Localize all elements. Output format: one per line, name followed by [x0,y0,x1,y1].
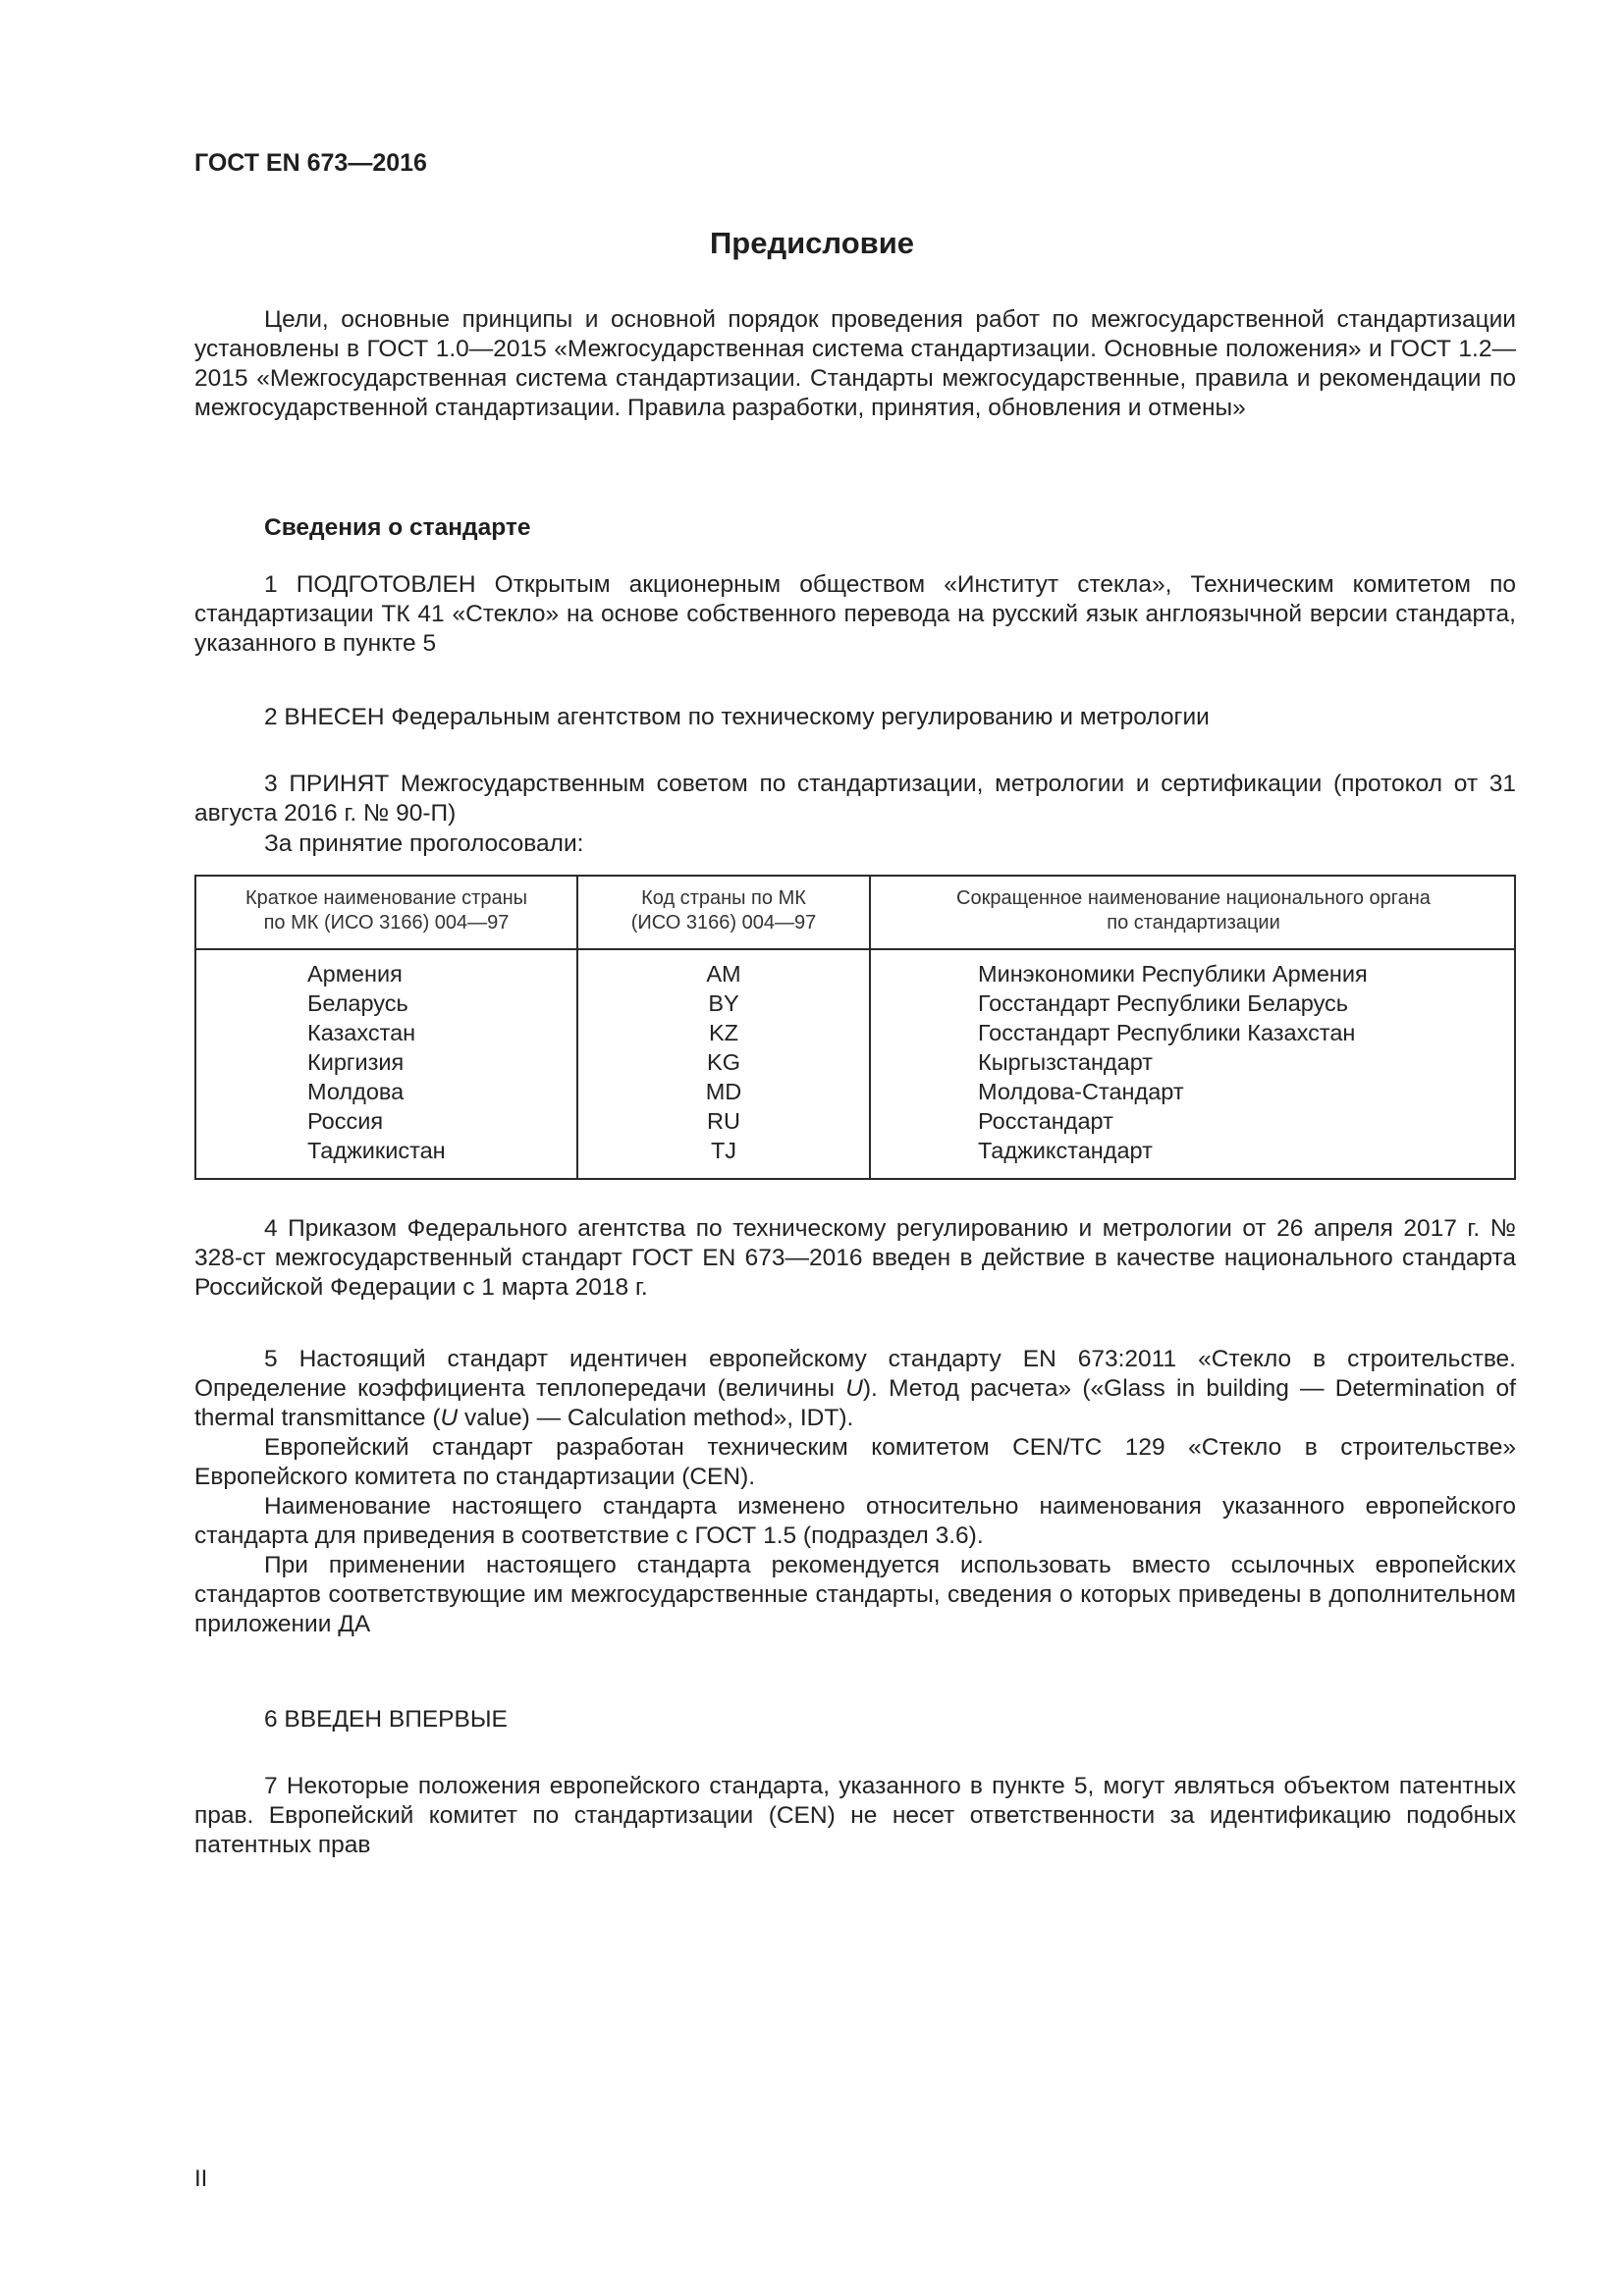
table-cell: RU [707,1108,740,1134]
table-header-rule [196,948,1514,950]
table-cell: Россия [307,1108,384,1134]
table-cell: Госстандарт Республики Казахстан [978,1020,1356,1045]
table-column-code [578,959,869,1165]
section-heading: Сведения о стандарте [264,514,531,541]
table-cell: BY [708,990,739,1016]
item-5-paragraph: Европейский стандарт разработан техническим комитетом CEN/TC 129 «Стекло в строительстве» Европейского комитета по стандартизации (CEN). [194,1434,1516,1490]
item-7 [194,1772,1516,1860]
page-title: Предисловие [709,226,914,260]
item-4 [194,1214,1516,1303]
item-1 [194,570,1516,659]
item-6-text: 6 ВВЕДЕН ВПЕРВЫЕ [264,1706,508,1733]
table-header-country: Краткое наименование страны по МК (ИСО 3166) 004—97 [244,887,528,934]
page-number: II [194,2165,208,2192]
table-cell: Молдова [307,1079,405,1104]
table-cell: Молдова-Стандарт [978,1079,1184,1104]
table-cell: Таджикистан [307,1138,446,1163]
table-cell: Росстандарт [978,1108,1113,1134]
table-cell: Госстандарт Республики Беларусь [978,990,1349,1016]
document-id: ГОСТ EN 673—2016 [194,149,427,177]
item-7-text: 7 Некоторые положения европейского стандарта, указанного в пункте 5, могут являться объектом патентных прав. Европейский комитет по стандартизации (CEN) не несет ответственности за идентификацию подобных патентных прав [194,1773,1516,1858]
table-cell: TJ [710,1138,737,1163]
table-cell: Казахстан [307,1020,416,1045]
table-cell: KG [707,1049,740,1075]
item-3-text: 3 ПРИНЯТ Межгосударственным советом по стандартизации, метрологии и сертификации (протокол от 31 августа 2016 г. № 90-П) [194,771,1516,827]
item-1-text: 1 ПОДГОТОВЛЕН Открытым акционерным обществом «Институт стекла», Техническим комитетом по стандартизации ТК 41 «Стекло» на основе собственного перевода на русский язык англоязычной версии стандарта, указанного в пункте 5 [194,571,1516,657]
table-cell: Таджикстандарт [978,1138,1153,1163]
table-column-body [978,959,1368,1165]
intro-text: Цели, основные принципы и основной порядок проведения работ по межгосударственной стандартизации установлены в ГОСТ 1.0—2015 «Межгосударственная система стандартизации. Основные положения» и ГОСТ 1.2—2015 «Межгосударственная система стандартизации. Стандарты межгосударственные, правила и рекомендации по межгосударственной стандартизации. Правила разработки, принятия, обновления и отмены» [194,306,1516,421]
table-cell: KZ [708,1020,739,1045]
table-header-code: Код страны по МК (ИСО 3166) 004—97 [630,887,817,934]
item-5-paragraph: При применении настоящего стандарта рекомендуется использовать вместо ссылочных европейских стандартов соответствующие им межгосударственные стандарты, сведения о которых приведены в дополнительном приложении ДА [194,1552,1516,1637]
vote-label: За принятие проголосовали: [264,830,584,857]
item-4-text: 4 Приказом Федерального агентства по техническому регулированию и метрологии от 26 апреля 2017 г. № 328-ст межгосударственный стандарт ГОСТ EN 673—2016 введен в действие в качестве национального стандарта Российской Федерации с 1 марта 2018 г. [194,1215,1516,1301]
table-cell: Армения [307,961,403,987]
item-2 [194,703,1516,732]
table-cell: Кыргызстандарт [978,1049,1154,1075]
item-5-paragraph: Наименование настоящего стандарта изменено относительно наименования указанного европейского стандарта для приведения в соответствие с ГОСТ 1.5 (подраздел 3.6). [194,1493,1516,1549]
item-5-text: 5 Настоящий стандарт идентичен европейскому стандарту EN 673:2011 «Стекло в строительстве. Определение коэффициента теплопередачи (величины U). Метод расчета» («Glass in building — Determination of thermal transmittance (U value) — Calculation method», IDT). [194,1346,1516,1431]
intro-paragraph [194,305,1516,423]
item-5 [194,1345,1516,1639]
item-2-text: 2 ВНЕСЕН Федеральным агентством по техническому регулированию и метрологии [264,704,1210,730]
item-6 [194,1705,1516,1735]
table-cell: Минэкономики Республики Армения [978,961,1368,987]
table-header-body: Сокращенное наименование национального органа по стандартизации [956,887,1431,934]
item-3 [194,770,1516,828]
table-cell: Беларусь [307,990,408,1016]
table-column-country [307,959,446,1165]
voting-table [194,875,1516,1180]
table-cell: Киргизия [307,1049,405,1075]
table-cell: MD [705,1079,742,1104]
table-cell: AM [706,961,741,987]
